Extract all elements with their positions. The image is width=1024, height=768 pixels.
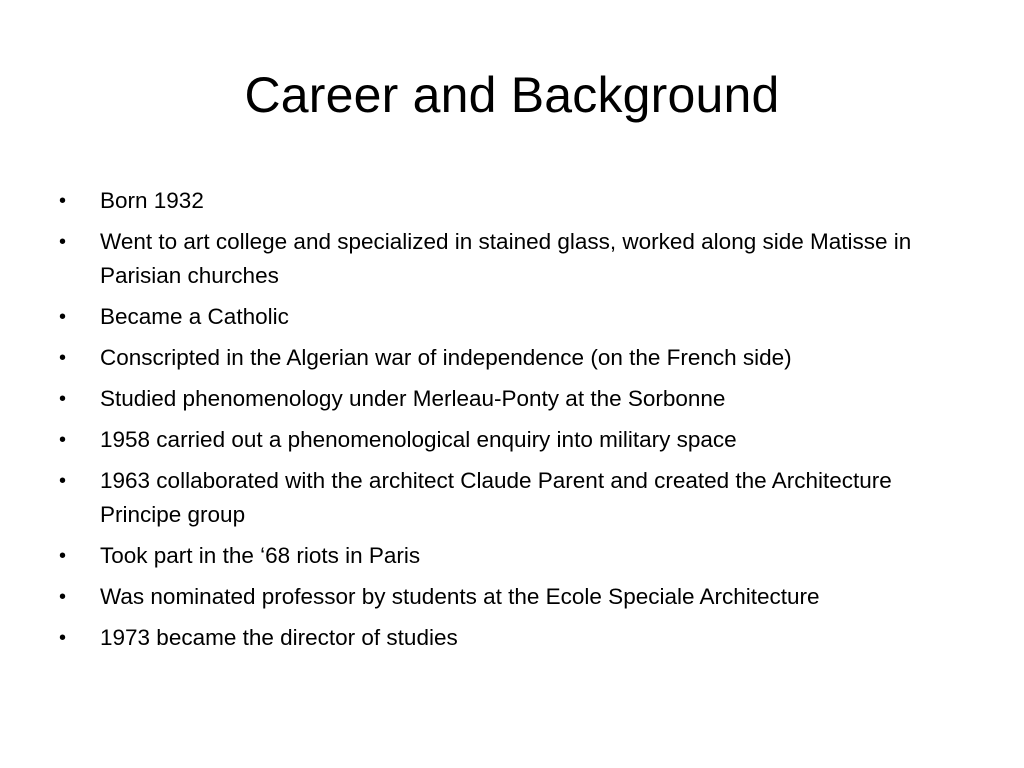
bullet-item <box>56 341 956 375</box>
bullet-list <box>56 184 956 662</box>
bullet-item <box>56 423 956 457</box>
bullet-dot-icon: • <box>59 306 67 328</box>
bullet-dot-icon: • <box>59 231 67 253</box>
bullet-item <box>56 621 956 655</box>
bullet-text: Conscripted in the Algerian war of independence (on the French side) <box>100 345 792 370</box>
bullet-dot-icon: • <box>59 429 67 451</box>
bullet-text: Went to art college and specialized in stained glass, worked along side Matisse in Parisian churches <box>100 229 912 288</box>
bullet-dot-icon: • <box>59 388 67 410</box>
bullet-text: Took part in the ‘68 riots in Paris <box>100 543 421 568</box>
bullet-item <box>56 184 956 218</box>
bullet-dot-icon: • <box>59 470 67 492</box>
bullet-item <box>56 382 956 416</box>
bullet-item <box>56 225 956 293</box>
bullet-text: Was nominated professor by students at the Ecole Speciale Architecture <box>100 584 820 609</box>
bullet-item <box>56 464 956 532</box>
bullet-item <box>56 300 956 334</box>
bullet-item <box>56 539 956 573</box>
bullet-dot-icon: • <box>59 347 67 369</box>
bullet-dot-icon: • <box>59 586 67 608</box>
bullet-text: Studied phenomenology under Merleau-Ponty at the Sorbonne <box>100 386 726 411</box>
slide-title: Career and Background <box>244 67 780 123</box>
bullet-dot-icon: • <box>59 545 67 567</box>
bullet-dot-icon: • <box>59 190 67 212</box>
bullet-dot-icon: • <box>59 627 67 649</box>
bullet-text: 1958 carried out a phenomenological enquiry into military space <box>100 427 737 452</box>
bullet-item <box>56 580 956 614</box>
bullet-text: Became a Catholic <box>100 304 289 329</box>
bullet-text: 1963 collaborated with the architect Claude Parent and created the Architecture Principe group <box>100 468 892 527</box>
bullet-text: 1973 became the director of studies <box>100 625 458 650</box>
bullet-text: Born 1932 <box>100 188 204 213</box>
